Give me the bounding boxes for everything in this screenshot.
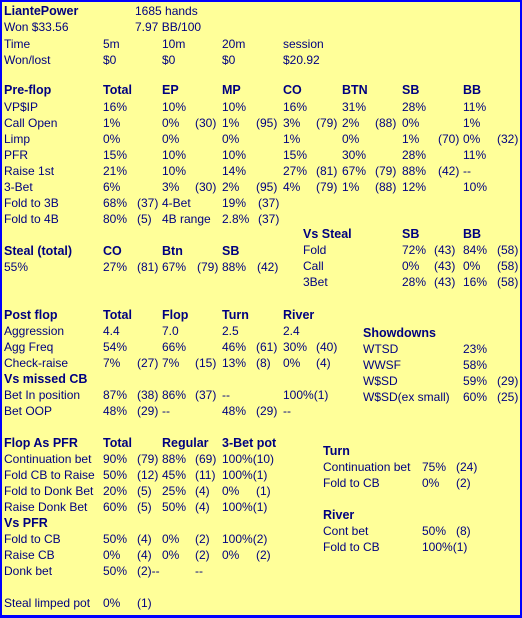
time-5m: 5m: [103, 37, 120, 51]
preflop-header: MP: [222, 83, 241, 97]
four-bet-range-label: 4B range: [162, 212, 211, 226]
postflop-cell: 7.0: [162, 324, 179, 338]
preflop-header: BB: [463, 83, 482, 97]
vs-pfr-row-label: Raise CB: [4, 548, 55, 562]
flop-pfr-cell: (12): [137, 468, 159, 482]
preflop-cell: (81): [316, 164, 338, 178]
flop-pfr-cell: 100%(1): [222, 468, 268, 482]
turn-row-label: Continuation bet: [323, 460, 411, 474]
preflop-cell: 12%: [402, 180, 427, 194]
postflop-cell: (40): [316, 340, 338, 354]
preflop-cell: 3%: [283, 116, 301, 130]
preflop-cell: 1%: [463, 116, 481, 130]
preflop-cell: 15%: [283, 148, 308, 162]
postflop-header: Flop: [162, 308, 189, 322]
fold-to-3bet-value: 68%: [103, 196, 128, 210]
preflop-header: SB: [402, 83, 420, 97]
preflop-header: Total: [103, 83, 132, 97]
preflop-cell: 15%: [103, 148, 128, 162]
preflop-header: CO: [283, 83, 302, 97]
preflop-cell: (30): [195, 116, 217, 130]
flop-pfr-cell: 0%: [222, 484, 240, 498]
vs-pfr-cell: (2)--: [137, 564, 160, 578]
time-20m: 20m: [222, 37, 246, 51]
four-bet-range-count: (37): [258, 212, 280, 226]
postflop-cell: (8): [256, 356, 271, 370]
flop-pfr-cell: (4): [195, 484, 210, 498]
preflop-cell: 4%: [283, 180, 301, 194]
steal-limped-count: (1): [137, 596, 152, 610]
steal-cell: 27%: [103, 260, 128, 274]
preflop-cell: 6%: [103, 180, 121, 194]
missed-cb-cell: --: [222, 388, 230, 402]
preflop-row-label: Call Open: [4, 116, 58, 130]
preflop-cell: 0%: [162, 132, 180, 146]
river-count: (8): [456, 524, 471, 538]
preflop-cell: 10%: [222, 148, 247, 162]
flop-pfr-header: Regular: [162, 436, 209, 450]
steal-limped-label: Steal limped pot: [4, 596, 91, 610]
preflop-cell: 1%: [222, 116, 240, 130]
preflop-cell: (79): [316, 180, 338, 194]
flop-pfr-cell: 50%: [162, 500, 187, 514]
missed-cb-cell: 48%: [222, 404, 247, 418]
flop-pfr-cell: 20%: [103, 484, 128, 498]
bb-per-100: 7.97 BB/100: [135, 20, 202, 34]
postflop-cell: 7%: [162, 356, 180, 370]
preflop-cell: 10%: [162, 164, 187, 178]
wonlost-20m: $0: [222, 53, 236, 67]
missed-cb-cell: --: [162, 404, 170, 418]
flop-pfr-cell: 60%: [103, 500, 128, 514]
postflop-cell: 30%: [283, 340, 308, 354]
preflop-cell: 3%: [162, 180, 180, 194]
missed-cb-cell: (29): [256, 404, 278, 418]
vs-pfr-cell: 50%: [103, 532, 128, 546]
showdowns-row-label: W$SD: [363, 374, 398, 388]
won-amount: Won $33.56: [4, 20, 69, 34]
preflop-cell: (88): [375, 116, 397, 130]
vs-pfr-cell: 0%: [222, 548, 240, 562]
preflop-cell: 2%: [342, 116, 360, 130]
vs-steal-row-label: Fold: [303, 243, 327, 257]
preflop-cell: (95): [256, 180, 278, 194]
flop-pfr-row-label: Raise Donk Bet: [4, 500, 88, 514]
preflop-cell: (79): [316, 116, 338, 130]
postflop-cell: 2.5: [222, 324, 239, 338]
vs-steal-cell: 28%: [402, 275, 427, 289]
fold-to-3bet-count: (37): [137, 196, 159, 210]
wonlost-10m: $0: [162, 53, 176, 67]
vs-steal-cell: (43): [434, 243, 456, 257]
flop-pfr-cell: (11): [195, 468, 216, 482]
turn-count: (2): [456, 476, 471, 490]
time-session: session: [283, 37, 324, 51]
flop-pfr-cell: (4): [195, 500, 210, 514]
flop-pfr-row-label: Continuation bet: [4, 452, 92, 466]
fold-to-3bet-label: Fold to 3B: [4, 196, 59, 210]
missed-cb-cell: (38): [137, 388, 159, 402]
preflop-cell: --: [463, 164, 471, 178]
preflop-row-label: PFR: [4, 148, 28, 162]
flop-pfr-cell: (69): [195, 452, 217, 466]
preflop-cell: 1%: [283, 132, 301, 146]
preflop-cell: 21%: [103, 164, 128, 178]
wonlost-5m: $0: [103, 53, 117, 67]
vs-pfr-cell: 50%: [103, 564, 128, 578]
steal-limped-value: 0%: [103, 596, 121, 610]
preflop-cell: 0%: [342, 132, 360, 146]
postflop-cell: (15): [195, 356, 217, 370]
steal-cell: (42): [257, 260, 279, 274]
showdowns-value: 23%: [463, 342, 488, 356]
vs-pfr-cell: (4): [137, 532, 152, 546]
preflop-cell: (79): [375, 164, 397, 178]
vs-steal-cell: (58): [497, 243, 519, 257]
preflop-cell: 10%: [222, 100, 247, 114]
wonlost-session: $20.92: [283, 53, 320, 67]
flop-pfr-row-label: Fold to Donk Bet: [4, 484, 94, 498]
preflop-cell: 67%: [342, 164, 367, 178]
vs-pfr-cell: (2): [195, 548, 210, 562]
vs-pfr-cell: 0%: [162, 532, 180, 546]
fold-to-4bet-value: 80%: [103, 212, 128, 226]
preflop-cell: (95): [256, 116, 278, 130]
river-value: 50%: [422, 524, 447, 538]
postflop-header: Total: [103, 308, 132, 322]
vs-steal-row-label: 3Bet: [303, 275, 328, 289]
vs-steal-title: Vs Steal: [303, 227, 352, 241]
preflop-cell: 28%: [402, 148, 427, 162]
preflop-cell: 0%: [463, 132, 481, 146]
showdowns-value: 59%: [463, 374, 488, 388]
steal-cell: 88%: [222, 260, 247, 274]
vs-pfr-cell: 0%: [103, 548, 121, 562]
vs-steal-bb-header: BB: [463, 227, 482, 241]
showdowns-value: 60%: [463, 390, 488, 404]
vs-steal-cell: (58): [497, 259, 519, 273]
preflop-cell: 16%: [283, 100, 308, 114]
missed-cb-cell: --: [283, 404, 291, 418]
time-label: Time: [4, 37, 31, 51]
postflop-cell: (4): [316, 356, 331, 370]
steal-cell: (79): [197, 260, 219, 274]
showdowns-count: (25): [497, 390, 519, 404]
preflop-cell: (88): [375, 180, 397, 194]
preflop-cell: 11%: [463, 148, 487, 162]
preflop-cell: 28%: [402, 100, 427, 114]
vs-steal-cell: 0%: [463, 259, 481, 273]
steal-header: SB: [222, 244, 240, 258]
river-row-label: Cont bet: [323, 524, 369, 538]
postflop-cell: 7%: [103, 356, 121, 370]
four-bet-count: (37): [258, 196, 280, 210]
preflop-cell: 2%: [222, 180, 240, 194]
turn-value: 0%: [422, 476, 440, 490]
river-value: 100%(1): [422, 540, 468, 554]
postflop-cell: (61): [256, 340, 278, 354]
steal-header: CO: [103, 244, 122, 258]
missed-cb-cell: (29): [137, 404, 159, 418]
steal-header: Btn: [162, 244, 183, 258]
postflop-cell: 54%: [103, 340, 128, 354]
preflop-cell: 31%: [342, 100, 367, 114]
preflop-row-label: Limp: [4, 132, 31, 146]
hands-count: 1685 hands: [135, 4, 198, 18]
preflop-cell: 11%: [463, 100, 487, 114]
vs-pfr-cell: --: [195, 564, 203, 578]
preflop-cell: 30%: [342, 148, 367, 162]
steal-header: Steal (total): [4, 244, 73, 258]
preflop-cell: 10%: [463, 180, 488, 194]
river-title: River: [323, 508, 355, 522]
postflop-row-label: Aggression: [4, 324, 65, 338]
fold-to-4bet-count: (5): [137, 212, 152, 226]
vs-pfr-cell: 100%(2): [222, 532, 268, 546]
preflop-cell: 0%: [103, 132, 121, 146]
preflop-header: Pre-flop: [4, 83, 52, 97]
flop-pfr-cell: 45%: [162, 468, 187, 482]
missed-cb-cell: 86%: [162, 388, 187, 402]
preflop-cell: 88%: [402, 164, 427, 178]
flop-pfr-cell: 50%: [103, 468, 128, 482]
postflop-row-label: Check-raise: [4, 356, 69, 370]
preflop-cell: (70): [438, 132, 460, 146]
flop-pfr-cell: 88%: [162, 452, 187, 466]
preflop-cell: 16%: [103, 100, 128, 114]
turn-title: Turn: [323, 444, 350, 458]
vs-steal-row-label: Call: [303, 259, 324, 273]
showdowns-row-label: WWSF: [363, 358, 401, 372]
preflop-header: BTN: [342, 83, 368, 97]
vs-steal-cell: (43): [434, 259, 456, 273]
four-bet-value: 19%: [222, 196, 247, 210]
vs-missed-cb-title: Vs missed CB: [4, 372, 88, 386]
postflop-cell: 66%: [162, 340, 187, 354]
steal-cell: (81): [137, 260, 159, 274]
flop-pfr-row-label: Fold CB to Raise: [4, 468, 95, 482]
flop-pfr-header: Total: [103, 436, 132, 450]
postflop-header: Turn: [222, 308, 249, 322]
postflop-header: Post flop: [4, 308, 58, 322]
preflop-cell: (30): [195, 180, 217, 194]
preflop-cell: (32): [497, 132, 519, 146]
preflop-row-label: 3-Bet: [4, 180, 33, 194]
time-10m: 10m: [162, 37, 186, 51]
missed-cb-row-label: Bet OOP: [4, 404, 53, 418]
missed-cb-cell: 48%: [103, 404, 128, 418]
four-bet-label: 4-Bet: [162, 196, 191, 210]
preflop-cell: 10%: [162, 148, 187, 162]
preflop-cell: 0%: [222, 132, 240, 146]
vs-pfr-row-label: Donk bet: [4, 564, 53, 578]
preflop-header: EP: [162, 83, 179, 97]
missed-cb-cell: 87%: [103, 388, 128, 402]
turn-count: (24): [456, 460, 478, 474]
turn-value: 75%: [422, 460, 447, 474]
flop-pfr-cell: (79): [137, 452, 159, 466]
showdowns-row-label: W$SD(ex small): [363, 390, 450, 404]
vs-steal-cell: 0%: [402, 259, 420, 273]
flop-pfr-cell: 25%: [162, 484, 187, 498]
flop-pfr-cell: (5): [137, 500, 152, 514]
steal-cell: 55%: [4, 260, 29, 274]
vs-pfr-row-label: Fold to CB: [4, 532, 61, 546]
postflop-cell: 13%: [222, 356, 247, 370]
postflop-row-label: Agg Freq: [4, 340, 54, 354]
preflop-cell: 1%: [402, 132, 420, 146]
player-name: LiantePower: [4, 4, 79, 18]
preflop-cell: 1%: [103, 116, 121, 130]
postflop-cell: 46%: [222, 340, 247, 354]
preflop-cell: 10%: [162, 100, 187, 114]
vs-pfr-title: Vs PFR: [4, 516, 48, 530]
missed-cb-cell: 100%(1): [283, 388, 329, 402]
postflop-cell: 2.4: [283, 324, 300, 338]
showdowns-value: 58%: [463, 358, 488, 372]
postflop-cell: 0%: [283, 356, 301, 370]
four-bet-range-value: 2.8%: [222, 212, 250, 226]
preflop-row-label: VP$IP: [4, 100, 39, 114]
turn-row-label: Fold to CB: [323, 476, 380, 490]
showdowns-title: Showdowns: [363, 326, 436, 340]
fold-to-4bet-label: Fold to 4B: [4, 212, 59, 226]
vs-steal-cell: (58): [497, 275, 519, 289]
preflop-cell: 14%: [222, 164, 247, 178]
vs-steal-cell: (43): [434, 275, 456, 289]
vs-pfr-cell: (2): [256, 548, 271, 562]
preflop-cell: 0%: [162, 116, 180, 130]
wonlost-label: Won/lost: [4, 53, 51, 67]
vs-pfr-cell: 0%: [162, 548, 180, 562]
preflop-cell: 0%: [402, 116, 420, 130]
missed-cb-cell: (37): [195, 388, 217, 402]
vs-pfr-cell: (2): [195, 532, 210, 546]
postflop-cell: 4.4: [103, 324, 120, 338]
showdowns-row-label: WTSD: [363, 342, 399, 356]
showdowns-count: (29): [497, 374, 519, 388]
flop-pfr-header: 3-Bet pot: [222, 436, 277, 450]
flop-pfr-header: Flop As PFR: [4, 436, 78, 450]
postflop-cell: (27): [137, 356, 159, 370]
steal-cell: 67%: [162, 260, 187, 274]
vs-steal-sb-header: SB: [402, 227, 420, 241]
vs-steal-cell: 72%: [402, 243, 427, 257]
vs-steal-cell: 84%: [463, 243, 488, 257]
flop-pfr-cell: (5): [137, 484, 152, 498]
flop-pfr-cell: 100%(10): [222, 452, 275, 466]
preflop-cell: (42): [438, 164, 460, 178]
missed-cb-row-label: Bet In position: [4, 388, 81, 402]
flop-pfr-cell: 90%: [103, 452, 128, 466]
postflop-header: River: [283, 308, 315, 322]
flop-pfr-cell: 100%(1): [222, 500, 268, 514]
vs-pfr-cell: (4): [137, 548, 152, 562]
flop-pfr-cell: (1): [256, 484, 271, 498]
preflop-cell: 27%: [283, 164, 308, 178]
vs-steal-cell: 16%: [463, 275, 488, 289]
river-row-label: Fold to CB: [323, 540, 380, 554]
preflop-row-label: Raise 1st: [4, 164, 55, 178]
preflop-cell: 1%: [342, 180, 360, 194]
